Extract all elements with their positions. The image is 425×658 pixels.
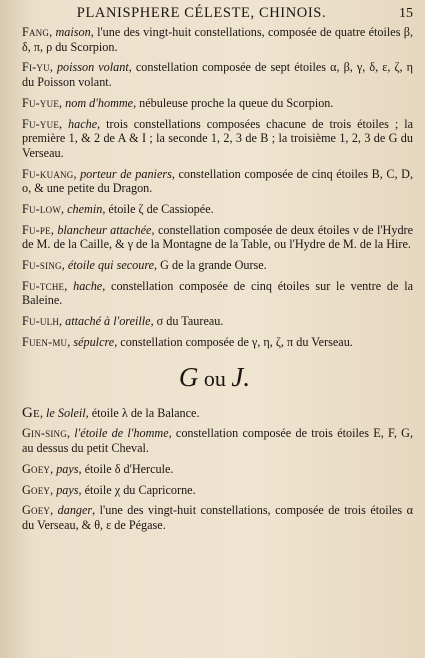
dictionary-entry [16, 167, 413, 196]
entry-separator: , [67, 334, 74, 349]
entry-term: Fu-ulh [22, 314, 60, 329]
entry-gloss: pays [56, 482, 79, 497]
entry-term: Gin-sing [22, 426, 67, 441]
entry-definition: , constellation composée de trois étoiles E, F, G, au dessus du petit Cheval. [22, 426, 414, 455]
dictionary-entry [16, 335, 413, 350]
entry-separator: , [50, 482, 57, 497]
entry-gloss: attaché à l'oreille [65, 314, 151, 329]
dictionary-entry [16, 503, 413, 532]
running-title: PLANISPHERE CÉLESTE, CHINOIS. [76, 5, 327, 21]
section-heading-middle: ou [198, 365, 232, 391]
entry-definition: , G de la grande Ourse. [154, 258, 267, 273]
dictionary-entry [16, 202, 413, 217]
entry-gloss: danger [57, 503, 93, 518]
entry-separator: , [50, 461, 57, 476]
entry-term: Fi-yu [22, 60, 50, 75]
entry-term: Fuen-mu [22, 334, 68, 349]
dictionary-entry [16, 426, 413, 455]
entry-separator: , [61, 201, 68, 216]
entry-definition: , étoile δ d'Hercule. [78, 461, 174, 476]
dictionary-entry [16, 60, 413, 89]
entry-gloss: étoile qui secoure [67, 258, 155, 273]
entry-term: Fu-pe [22, 222, 51, 237]
entry-definition: , l'une des vingt-huit constellations, composée de quatre étoiles β, δ, π, ρ du Scorpion. [22, 25, 414, 54]
entry-separator: , [59, 314, 66, 329]
entry-term: Goey [22, 503, 51, 518]
entry-definition: , constellation composée de cinq étoiles B, C, D, o, & une petite du Dragon. [22, 166, 413, 196]
entry-separator: , [49, 60, 57, 75]
dictionary-entry [16, 258, 413, 273]
entry-definition: , étoile χ du Capricorne. [78, 482, 196, 497]
page-number: 15 [399, 6, 413, 21]
entry-definition: , trois constellations composées chacune de trois étoiles ; la première 1, & 2 de A & I ; la seconde 1, 2, 3 de B ; la troisième 1, 2, 3 de G du Verseau. [22, 116, 413, 160]
entries-bottom [16, 406, 413, 533]
entry-term: Ge [22, 404, 40, 421]
dictionary-entry [16, 406, 413, 421]
entry-term: Fang [22, 25, 50, 39]
entry-definition: , l'une des vingt-huit constellations, composée de trois étoiles α du Verseau, & θ, ε de Pégase. [22, 503, 414, 532]
dictionary-entry [16, 462, 413, 477]
entry-gloss: nom d'homme [65, 95, 134, 110]
entry-gloss: poisson volant [56, 60, 129, 75]
entry-gloss: chemin [67, 201, 103, 216]
entry-gloss: le Soleil [46, 405, 86, 420]
entry-separator: , [39, 405, 47, 420]
entry-separator: , [64, 278, 74, 293]
entry-gloss: blancheur attachée [57, 222, 152, 237]
section-heading-last: J. [231, 361, 251, 392]
entry-gloss: hache [73, 278, 103, 293]
entry-term: Fu-sing [22, 258, 62, 273]
entry-definition: , constellation composée de deux étoiles ν de l'Hydre de M. de la Caille, & γ de la Montagne de la Table, ou l'Hydre de M. de la Hire. [22, 222, 414, 252]
dictionary-entry [16, 96, 413, 111]
entries-top [16, 25, 413, 350]
entry-separator: , [61, 258, 68, 273]
entry-definition: , constellation composée de sept étoiles α, β, γ, δ, ε, ζ, η du Poisson volant. [22, 60, 413, 89]
entry-definition: , constellation composée de cinq étoiles sur le ventre de la Baleine. [22, 278, 414, 308]
entry-separator: , [59, 95, 66, 110]
entry-term: Fu-yue [22, 116, 60, 131]
entry-definition: , étoile λ de la Balance. [85, 405, 200, 420]
entry-term: Fu-kuang [22, 166, 74, 181]
dictionary-entry [16, 314, 413, 329]
entry-separator: , [50, 222, 58, 237]
entry-term: Goey [22, 482, 51, 497]
entry-term: Goey [22, 461, 51, 476]
entry-gloss: porteur de paniers [80, 166, 172, 181]
entry-gloss: maison [55, 25, 91, 39]
entry-definition: , constellation composée de γ, η, ζ, π du Verseau. [114, 334, 353, 349]
section-heading-first: G [178, 361, 199, 392]
entry-separator: , [50, 503, 58, 518]
entry-definition: , étoile ζ de Cassiopée. [102, 201, 214, 216]
entry-gloss: sépulcre [73, 334, 115, 349]
dictionary-entry [16, 25, 413, 54]
entry-separator: , [49, 25, 56, 39]
entry-separator: , [73, 166, 81, 181]
running-head [16, 5, 413, 25]
dictionary-entry [16, 223, 413, 252]
entry-definition: , σ du Taureau. [150, 314, 224, 329]
entry-term: Fu-low [22, 201, 62, 216]
entry-gloss: pays [56, 461, 79, 476]
section-heading [16, 362, 413, 396]
dictionary-entry [16, 117, 413, 161]
entry-gloss: hache [68, 116, 98, 131]
entry-term: Fu-tche [22, 278, 65, 293]
dictionary-entry [16, 483, 413, 498]
entry-separator: , [59, 116, 69, 131]
entry-definition: , nébuleuse proche la queue du Scorpion. [133, 95, 334, 110]
dictionary-entry [16, 279, 413, 308]
entry-separator: , [66, 426, 75, 441]
entry-gloss: l'étoile de l'homme [74, 426, 169, 441]
entry-term: Fu-yue [22, 95, 60, 110]
